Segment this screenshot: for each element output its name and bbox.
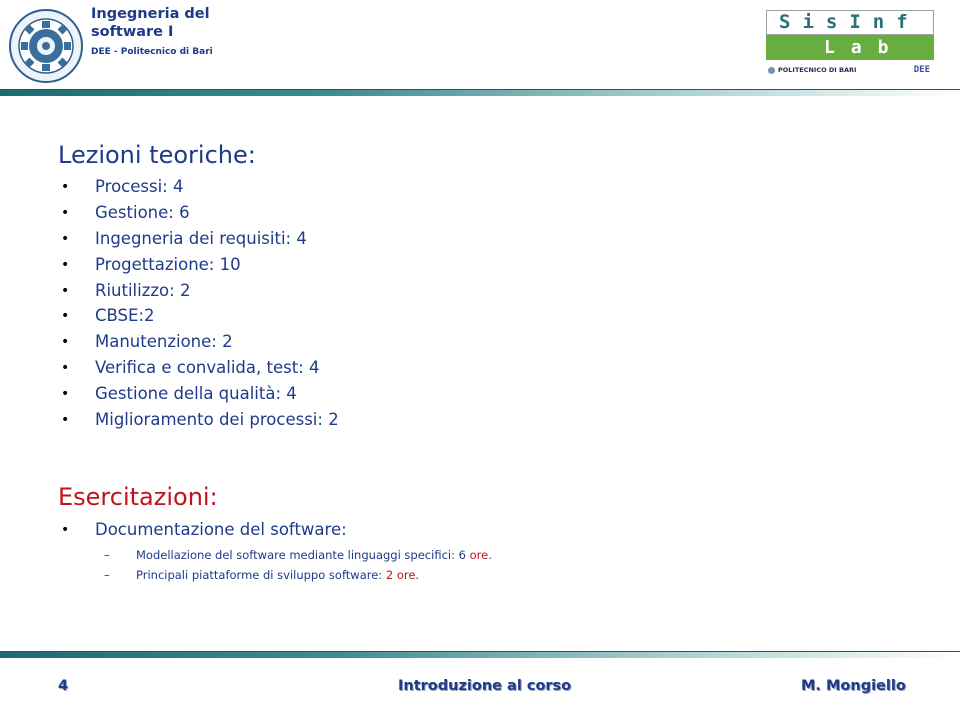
list-item: • Manutenzione: 2 [58, 330, 339, 356]
logo-sisinf-text: SisInf [766, 10, 934, 35]
list-item: • Documentazione del software: [58, 518, 347, 542]
hours-unit: 2 ore [385, 568, 416, 582]
list-item: • Progettazione: 10 [58, 253, 339, 279]
course-subtitle: DEE - Politecnico di Bari [91, 47, 213, 57]
theory-list [58, 175, 339, 434]
list-item: • Gestione della qualità: 4 [58, 382, 339, 408]
footer-author: M. Mongiello [801, 678, 906, 694]
politecnico-seal-logo [8, 8, 84, 84]
exercises-section-title: Esercitazioni: [58, 483, 218, 511]
list-item: • CBSE:2 [58, 304, 339, 330]
header-divider [0, 89, 960, 96]
list-item: • Riutilizzo: 2 [58, 279, 339, 305]
exercises-sublist [104, 545, 492, 585]
list-item: • Miglioramento dei processi: 2 [58, 408, 339, 434]
sublist-item: – Modellazione del software mediante linguaggi specifici: 6 ore. [104, 545, 492, 565]
footer-divider [0, 651, 960, 658]
slide-number: 4 [58, 678, 69, 694]
footer-title: Introduzione al corso [398, 678, 572, 694]
list-item: • Processi: 4 [58, 175, 339, 201]
logo-institution: POLITECNICO DI BARI [768, 66, 856, 74]
hours-unit: ore [469, 548, 489, 562]
list-item: • Gestione: 6 [58, 201, 339, 227]
logo-lab-text: Lab [766, 35, 934, 60]
sublist-item: – Principali piattaforme di sviluppo software: 2 ore. [104, 565, 492, 585]
theory-section-title: Lezioni teoriche: [58, 141, 256, 169]
course-title: Ingegneria del software I [91, 6, 210, 40]
sisinf-lab-logo [766, 10, 934, 80]
list-item: • Ingegneria dei requisiti: 4 [58, 227, 339, 253]
list-item: • Verifica e convalida, test: 4 [58, 356, 339, 382]
dee-mark: DEE [913, 65, 930, 75]
politecnico-dot-icon [768, 67, 775, 74]
logo-institution-row [766, 60, 934, 77]
exercises-list [58, 518, 347, 542]
